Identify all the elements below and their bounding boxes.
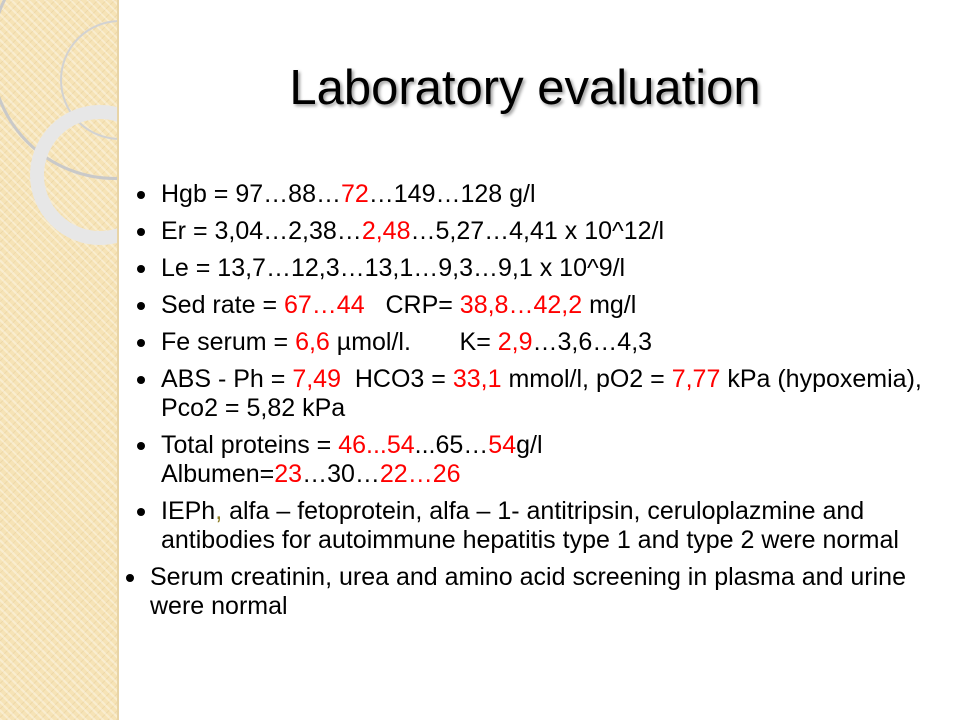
result-text-segment: alfa – fetoprotein, alfa – 1- antitripsin, ceruloplazmine and antibodies for autoimmune hepatitis type 1 and type 2 were normal [161, 497, 899, 554]
lab-result-item [135, 217, 955, 246]
result-text-segment: kPa (hypoxemia), Pco2 = 5,82 kPa [161, 365, 936, 422]
bullet-icon [137, 442, 145, 450]
bullet-icon [137, 376, 145, 384]
highlighted-value: 72 [340, 180, 369, 208]
side-band-edge [117, 0, 119, 720]
result-text-segment: Fe serum = [161, 328, 296, 356]
bullet-icon [137, 265, 145, 273]
result-text-segment: Er = 3,04…2,38… [161, 217, 362, 245]
bullet-icon [137, 302, 145, 310]
highlighted-value: 22…26 [379, 460, 461, 488]
result-text-segment: Sed rate = [161, 291, 284, 319]
highlighted-value: 6,6 [295, 328, 330, 356]
lab-result-text [161, 180, 536, 208]
lab-result-item [135, 431, 955, 489]
lab-result-text [161, 254, 625, 282]
result-text-segment: …149…128 g/l [368, 180, 536, 208]
result-text-segment: …5,27…4,41 x 10^12/l [410, 217, 665, 245]
highlighted-value: 46...54 [338, 431, 415, 459]
result-text-segment: IEPh [161, 497, 216, 525]
lab-result-text [161, 431, 543, 488]
highlighted-value: 54 [488, 431, 517, 459]
result-text-segment: HCO3 = [340, 365, 453, 393]
lab-result-item [135, 291, 955, 320]
result-text-segment: CRP= [364, 291, 460, 319]
bullet-icon [137, 508, 145, 516]
result-text-segment: Le = 13,7…12,3…13,1…9,3…9,1 x 10^9/l [161, 254, 626, 282]
result-text-segment: , [215, 497, 223, 525]
result-text-segment: mg/l [582, 291, 637, 319]
result-text-segment: ABS - Ph = [161, 365, 293, 393]
bullet-icon [137, 228, 145, 236]
lab-result-text [161, 217, 664, 245]
lab-result-item [135, 254, 955, 283]
lab-result-item [135, 497, 955, 555]
result-text-segment: g/l [516, 431, 543, 459]
highlighted-value: 2,48 [361, 217, 411, 245]
highlighted-value: 67…44 [284, 291, 365, 319]
result-text-segment: Hgb = 97…88… [161, 180, 341, 208]
result-text-segment: …30… [302, 460, 380, 488]
lab-result-item [124, 563, 955, 621]
bullet-icon [137, 191, 145, 199]
result-text-segment: Serum creatinin, urea and amino acid screening in plasma and urine were normal [150, 563, 913, 620]
lab-results-list [135, 180, 955, 629]
result-text-segment: Total proteins = [161, 431, 339, 459]
highlighted-value: 7,77 [671, 365, 721, 393]
slide-title: Laboratory evaluation [289, 61, 761, 115]
result-text-segment: Albumen= [161, 460, 275, 488]
result-text-segment: ...65… [414, 431, 489, 459]
decorative-side-band [0, 0, 117, 720]
lab-result-text [161, 291, 636, 319]
result-text-segment: …3,6…4,3 [532, 328, 653, 356]
result-text-segment: mmol/l, pO2 = [501, 365, 672, 393]
lab-result-text [161, 497, 899, 554]
lab-result-text [161, 365, 936, 422]
lab-result-item [135, 180, 955, 209]
highlighted-value: 2,9 [497, 328, 533, 356]
highlighted-value: 7,49 [292, 365, 341, 393]
lab-result-item [135, 365, 955, 423]
bullet-icon [126, 574, 134, 582]
highlighted-value: 33,1 [452, 365, 502, 393]
highlighted-value: 23 [274, 460, 303, 488]
lab-result-item [135, 328, 955, 357]
bullet-icon [137, 339, 145, 347]
result-text-segment: µmol/l. K= [329, 328, 498, 356]
highlighted-value: 38,8…42,2 [459, 291, 583, 319]
lab-result-text [150, 563, 913, 620]
lab-result-text [161, 328, 652, 356]
